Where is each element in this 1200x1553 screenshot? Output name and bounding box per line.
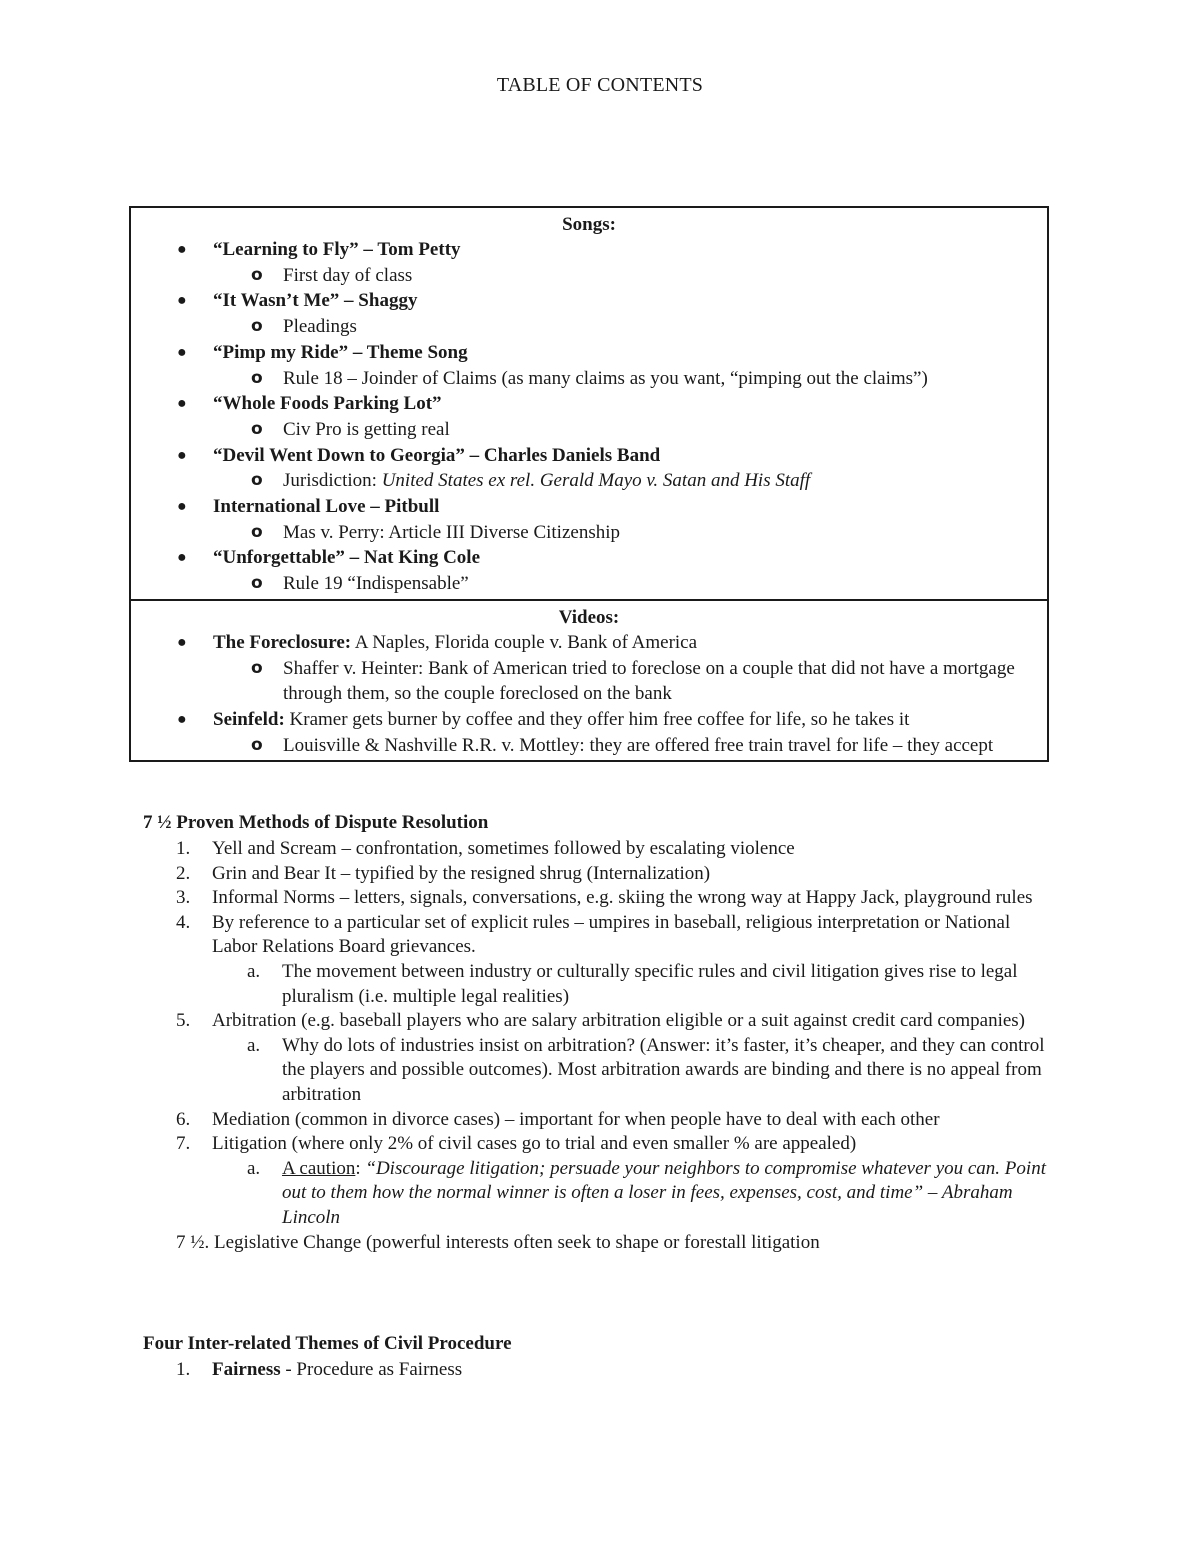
subitem-letter: a. xyxy=(247,1157,261,1179)
bullet-icon: ● xyxy=(177,292,187,310)
bullet-icon: ● xyxy=(177,498,187,516)
toc-box xyxy=(129,206,1049,762)
method-subitem xyxy=(0,1034,1200,1108)
circle-bullet-icon: o xyxy=(251,316,263,337)
circle-bullet-icon: o xyxy=(251,470,263,491)
video-item xyxy=(131,707,1047,733)
themes-heading: Four Inter-related Themes of Civil Procedure xyxy=(143,1333,512,1354)
item-number: 1. xyxy=(176,838,191,859)
song-note-text: Pleadings xyxy=(283,316,357,338)
song-item xyxy=(131,340,1047,366)
song-item xyxy=(131,237,1047,263)
song-title: “Learning to Fly” – Tom Petty xyxy=(213,239,461,260)
song-note-text: Civ Pro is getting real xyxy=(283,418,450,440)
video-note-text: Louisville & Nashville R.R. v. Mottley: they are offered free train travel for life – they accept xyxy=(283,734,994,756)
video-note xyxy=(131,656,1047,707)
song-title: “It Wasn’t Me” – Shaggy xyxy=(213,290,418,312)
caution-colon: : xyxy=(355,1157,366,1179)
song-title: International Love – Pitbull xyxy=(213,496,440,518)
song-note-prefix: Jurisdiction: xyxy=(283,470,382,492)
item-text: Mediation (common in divorce cases) – important for when people have to deal with each other xyxy=(212,1108,940,1130)
video-description: Kramer gets burner by coffee and they offer him free coffee for life, so he takes it xyxy=(284,708,910,730)
song-note xyxy=(131,366,1047,392)
subitem-text: Why do lots of industries insist on arbitration? (Answer: it’s faster, it’s cheaper, and they can control the players and possible outcomes). Most arbitration awards are binding and there is no appeal from arbitration xyxy=(282,1034,1045,1105)
method-item xyxy=(0,837,1200,862)
song-note-text: First day of class xyxy=(283,264,413,286)
method-subitem xyxy=(0,960,1200,1009)
case-name: United States ex rel. Gerald Mayo v. Satan and His Staff xyxy=(381,470,811,492)
circle-bullet-icon: o xyxy=(251,734,263,755)
method-item xyxy=(0,911,1200,960)
videos-heading: Videos: xyxy=(558,606,620,628)
bullet-icon: ● xyxy=(177,395,187,413)
songs-section xyxy=(131,208,1047,599)
circle-bullet-icon: o xyxy=(251,264,263,285)
item-number: 3. xyxy=(176,887,191,909)
item-number: 2. xyxy=(176,862,191,884)
method-item xyxy=(0,862,1200,887)
bullet-icon: ● xyxy=(177,549,187,567)
song-item xyxy=(131,391,1047,417)
theme-description: - Procedure as Fairness xyxy=(280,1359,463,1380)
item-text: Informal Norms – letters, signals, conversations, e.g. skiing the wrong way at Happy Jack, playground rules xyxy=(212,887,1033,909)
item-text: Grin and Bear It – typified by the resigned shrug (Internalization) xyxy=(212,862,711,884)
circle-bullet-icon: o xyxy=(251,573,263,594)
bullet-icon: ● xyxy=(177,241,187,258)
method-item xyxy=(0,886,1200,911)
video-title: The Foreclosure: xyxy=(213,631,352,653)
bullet-icon: ● xyxy=(177,633,187,651)
page-title: TABLE OF CONTENTS xyxy=(496,74,704,96)
video-note xyxy=(131,733,1047,759)
theme-name: Fairness xyxy=(212,1359,281,1380)
song-title: “Whole Foods Parking Lot” xyxy=(213,393,442,415)
item-text: By reference to a particular set of explicit rules – umpires in baseball, religious interpretation or National Labor Relations Board grievances. xyxy=(212,911,1011,958)
theme-item xyxy=(0,1358,1200,1383)
song-note-text: Mas v. Perry: Article III Diverse Citizenship xyxy=(283,521,620,543)
methods-heading: 7 ½ Proven Methods of Dispute Resolution xyxy=(143,812,489,833)
item-number: 5. xyxy=(176,1010,191,1032)
song-item xyxy=(131,443,1047,469)
songs-heading: Songs: xyxy=(562,214,616,235)
song-item xyxy=(131,494,1047,520)
song-title: “Pimp my Ride” – Theme Song xyxy=(213,341,468,363)
circle-bullet-icon: o xyxy=(251,521,263,542)
videos-section xyxy=(131,599,1047,761)
song-note xyxy=(131,263,1047,289)
lincoln-quote: “Discourage litigation; persuade your neighbors to compromise whatever you can. Point out to them how the normal winner is often a loser in fees, expenses, cost, and time” – Abraham Lincoln xyxy=(282,1157,1046,1228)
song-note xyxy=(131,468,1047,494)
methods-list xyxy=(0,837,1200,1255)
song-title: “Unforgettable” – Nat King Cole xyxy=(213,547,481,569)
item-number: 1. xyxy=(176,1359,191,1380)
method-item xyxy=(0,1132,1200,1157)
item-number: 4. xyxy=(176,911,191,933)
item-number: 6. xyxy=(176,1108,191,1130)
song-note-text: Rule 18 – Joinder of Claims (as many claims as you want, “pimping out the claims”) xyxy=(283,367,928,389)
item-number: 7. xyxy=(176,1133,191,1155)
circle-bullet-icon: o xyxy=(251,367,263,388)
item-text: Arbitration (e.g. baseball players who are salary arbitration eligible or a suit against credit card companies) xyxy=(212,1010,1026,1032)
video-description: A Naples, Florida couple v. Bank of America xyxy=(351,631,698,653)
song-item xyxy=(131,288,1047,314)
song-item xyxy=(131,545,1047,571)
song-note xyxy=(131,314,1047,340)
subitem-text: The movement between industry or culturally specific rules and civil litigation gives rise to legal pluralism (i.e. multiple legal realities) xyxy=(282,960,1018,1007)
item-text: Yell and Scream – confrontation, sometimes followed by escalating violence xyxy=(212,838,795,859)
method-item xyxy=(0,1009,1200,1034)
subitem-letter: a. xyxy=(247,960,261,982)
circle-bullet-icon: o xyxy=(251,418,263,439)
method-half-item: 7 ½. Legislative Change (powerful interests often seek to shape or forestall litigation xyxy=(176,1231,820,1253)
circle-bullet-icon: o xyxy=(251,657,263,678)
song-note-text: Rule 19 “Indispensable” xyxy=(283,573,469,595)
video-note-text: Shaffer v. Heinter: Bank of American tried to foreclose on a couple that did not have a mortgage through them, so the couple foreclosed on the bank xyxy=(283,657,1015,705)
themes-list xyxy=(0,1358,1200,1383)
method-subitem xyxy=(0,1157,1200,1231)
song-note xyxy=(131,571,1047,597)
video-item xyxy=(131,630,1047,656)
item-text: Litigation (where only 2% of civil cases go to trial and even smaller % are appealed) xyxy=(212,1133,857,1155)
method-item xyxy=(0,1108,1200,1133)
song-note xyxy=(131,520,1047,546)
subitem-letter: a. xyxy=(247,1034,261,1056)
bullet-icon: ● xyxy=(177,343,187,361)
video-title: Seinfeld: xyxy=(213,708,285,730)
bullet-icon: ● xyxy=(177,710,187,728)
caution-label: A caution xyxy=(282,1157,356,1179)
song-title: “Devil Went Down to Georgia” – Charles Daniels Band xyxy=(213,444,661,466)
bullet-icon: ● xyxy=(177,446,187,464)
song-note xyxy=(131,417,1047,443)
